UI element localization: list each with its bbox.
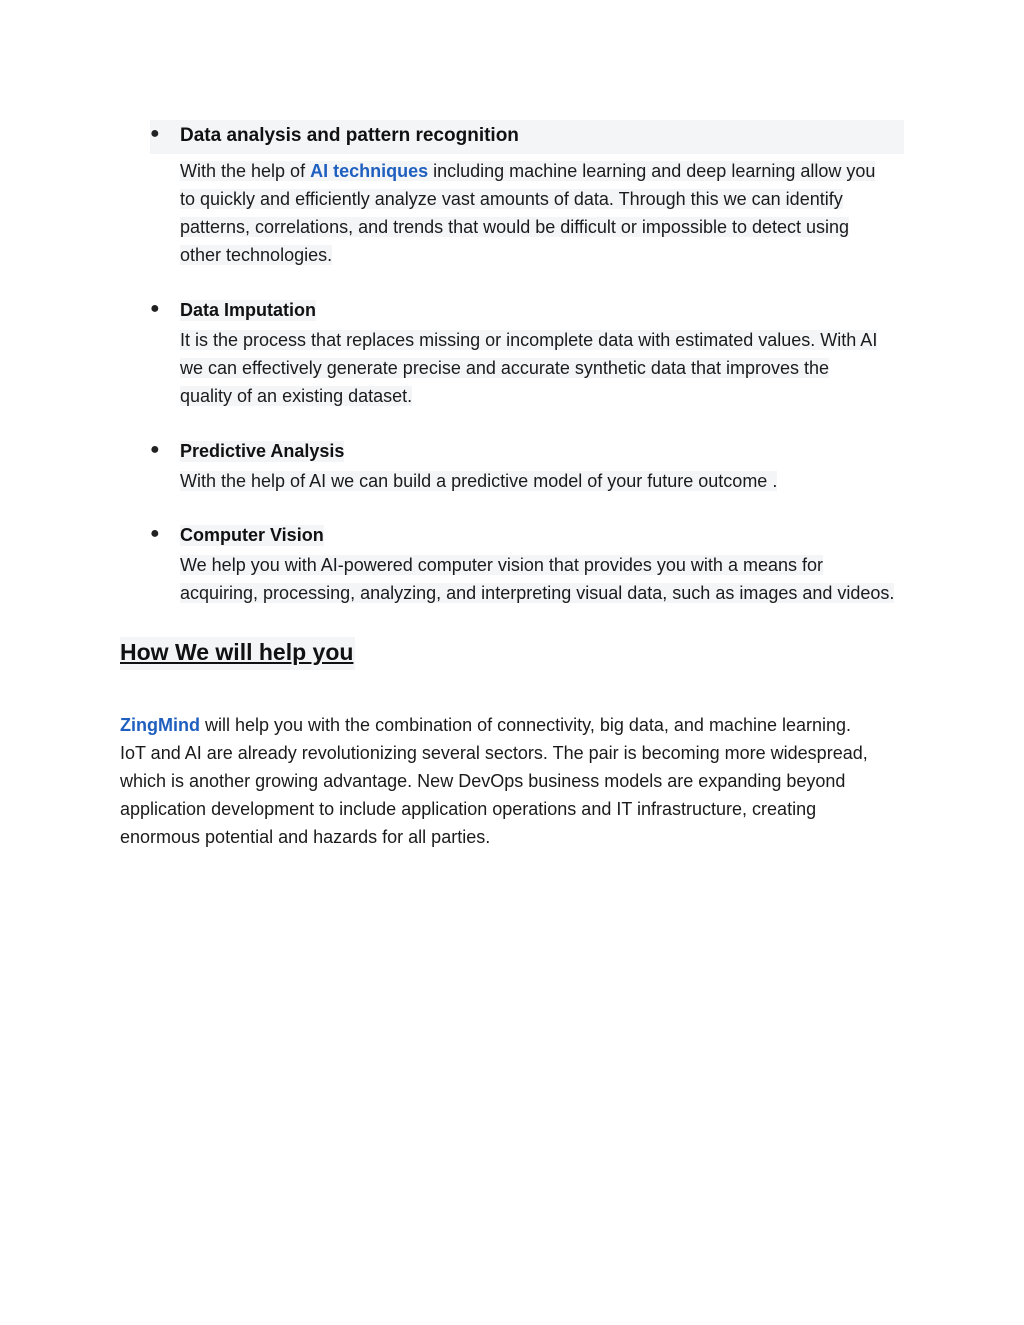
body-line: we can effectively generate precise and accurate synthetic data that improves the [180,358,830,378]
body-line: patterns, correlations, and trends that would be difficult or impossible to detect using [180,217,850,237]
section-heading: How We will help you [120,637,355,670]
body-line: acquiring, processing, analyzing, and interpreting visual data, such as images and videos. [180,583,895,603]
body-line: enormous potential and hazards for all parties. [120,827,491,847]
bullet-body [180,551,894,607]
bullet-title: Computer Vision [180,525,324,545]
body-line: other technologies. [180,245,333,265]
line-text: will help you with the combination of connectivity, big data, and machine learning. [199,715,852,735]
body-line: quality of an existing dataset. [180,386,413,406]
bullet-dot: ● [150,300,160,317]
body-line: IoT and AI are already revolutionizing several sectors. The pair is becoming more widespread, [120,743,868,763]
body-line: With the help of AI we can build a predictive model of your future outcome . [180,471,778,491]
bullet-title: Data Imputation [180,300,317,320]
bullet-dot: ● [150,525,160,542]
bullet-body [180,157,875,269]
zingmind-link[interactable]: ZingMind [120,715,200,735]
bullet-dot: ● [150,441,160,458]
body-line: to quickly and efficiently analyze vast amounts of data. Through this we can identify [180,189,843,209]
ai-techniques-link[interactable]: AI techniques [310,161,429,181]
body-line: We help you with AI-powered computer vision that provides you with a means for [180,555,823,575]
bullet-body [180,467,777,495]
body-line: which is another growing advantage. New DevOps business models are expanding beyond [120,771,846,791]
bullet-body [180,326,877,410]
body-paragraph [120,711,868,851]
bullet-title: Data analysis and pattern recognition [180,125,519,146]
body-line [180,157,875,185]
body-line: application development to include application operations and IT infrastructure, creating [120,799,817,819]
line-text: With the help of [180,161,311,181]
bullet-title: Predictive Analysis [180,441,345,461]
body-line: It is the process that replaces missing or incomplete data with estimated values. With AI [180,330,878,350]
line-text: including machine learning and deep learning allow you [428,161,876,181]
body-line [120,711,868,739]
bullet-dot: ● [150,125,160,142]
